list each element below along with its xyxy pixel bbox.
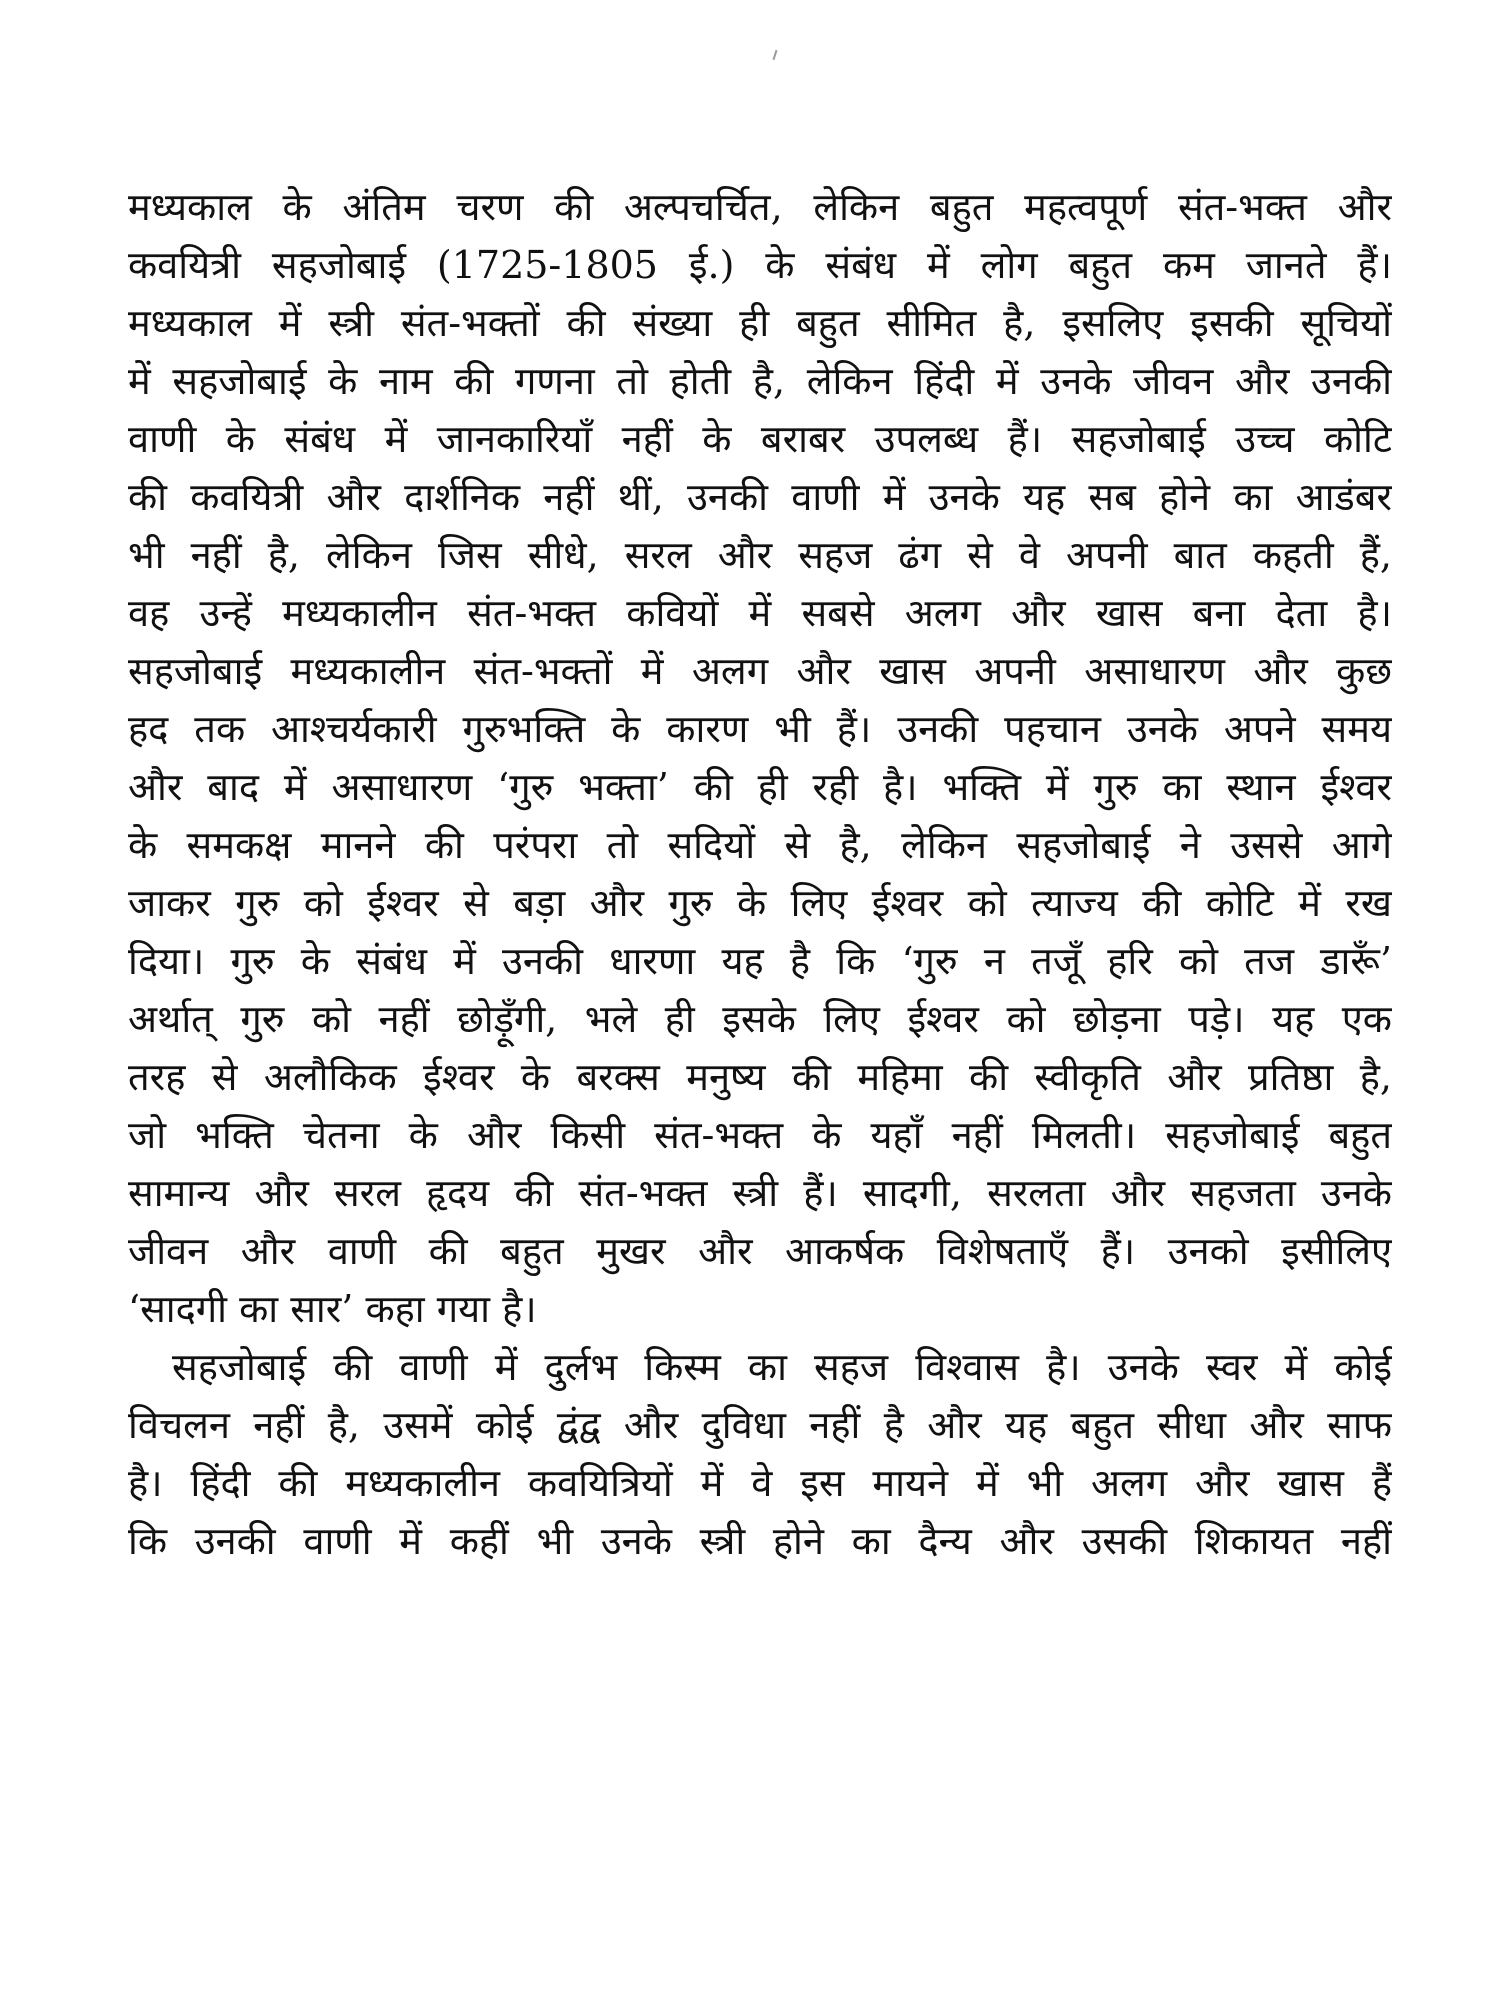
text-line: है। हिंदी की मध्यकालीन कवयित्रियों में वे इस मायने में भी अलग और खास हैं bbox=[128, 1461, 1392, 1505]
text-line: सहजोबाई मध्यकालीन संत-भक्तों में अलग और खास अपनी असाधारण और कुछ bbox=[128, 649, 1392, 693]
paragraph-1 bbox=[128, 178, 1392, 1338]
scan-mark bbox=[773, 50, 778, 60]
text-line: ‘सादगी का सार’ कहा गया है। bbox=[128, 1287, 537, 1331]
text-line: और बाद में असाधारण ‘गुरु भक्ता’ की ही रही है। भक्ति में गुरु का स्थान ईश्वर bbox=[128, 765, 1392, 809]
text-line: कवयित्री सहजोबाई (1725-1805 ई.) के संबंध में लोग बहुत कम जानते हैं। bbox=[128, 243, 1392, 287]
text-line: विचलन नहीं है, उसमें कोई द्वंद्व और दुविधा नहीं है और यह बहुत सीधा और साफ bbox=[128, 1403, 1392, 1447]
text-line: सहजोबाई की वाणी में दुर्लभ किस्म का सहज विश्वास है। उनके स्वर में कोई bbox=[172, 1345, 1392, 1389]
text-line: में सहजोबाई के नाम की गणना तो होती है, लेकिन हिंदी में उनके जीवन और उनकी bbox=[128, 359, 1392, 403]
body-text bbox=[128, 178, 1392, 1570]
text-line: दिया। गुरु के संबंध में उनकी धारणा यह है कि ‘गुरु न तजूँ हरि को तज डारूँ’ bbox=[128, 939, 1392, 983]
text-line: अर्थात् गुरु को नहीं छोड़ूँगी, भले ही इसके लिए ईश्वर को छोड़ना पड़े। यह एक bbox=[128, 997, 1392, 1041]
text-line: मध्यकाल में स्त्री संत-भक्तों की संख्या ही बहुत सीमित है, इसलिए इसकी सूचियों bbox=[128, 301, 1392, 345]
text-line: जाकर गुरु को ईश्वर से बड़ा और गुरु के लिए ईश्वर को त्याज्य की कोटि में रख bbox=[128, 881, 1392, 925]
text-line: तरह से अलौकिक ईश्वर के बरक्स मनुष्य की महिमा की स्वीकृति और प्रतिष्ठा है, bbox=[128, 1055, 1392, 1099]
text-line: जीवन और वाणी की बहुत मुखर और आकर्षक विशेषताएँ हैं। उनको इसीलिए bbox=[128, 1229, 1392, 1273]
text-line: कि उनकी वाणी में कहीं भी उनके स्त्री होने का दैन्य और उसकी शिकायत नहीं bbox=[128, 1519, 1392, 1563]
text-line: की कवयित्री और दार्शनिक नहीं थीं, उनकी वाणी में उनके यह सब होने का आडंबर bbox=[128, 475, 1392, 519]
text-line: वाणी के संबंध में जानकारियाँ नहीं के बराबर उपलब्ध हैं। सहजोबाई उच्च कोटि bbox=[128, 417, 1392, 461]
text-line: के समकक्ष मानने की परंपरा तो सदियों से है, लेकिन सहजोबाई ने उससे आगे bbox=[128, 823, 1392, 867]
text-line: जो भक्ति चेतना के और किसी संत-भक्त के यहाँ नहीं मिलती। सहजोबाई बहुत bbox=[128, 1113, 1392, 1157]
text-line: मध्यकाल के अंतिम चरण की अल्पचर्चित, लेकिन बहुत महत्वपूर्ण संत-भक्त और bbox=[128, 185, 1392, 229]
text-line: हद तक आश्चर्यकारी गुरुभक्ति के कारण भी हैं। उनकी पहचान उनके अपने समय bbox=[128, 707, 1392, 751]
text-line: सामान्य और सरल हृदय की संत-भक्त स्त्री हैं। सादगी, सरलता और सहजता उनके bbox=[128, 1171, 1392, 1215]
text-line: भी नहीं है, लेकिन जिस सीधे, सरल और सहज ढंग से वे अपनी बात कहती हैं, bbox=[128, 533, 1392, 577]
paragraph-2 bbox=[128, 1338, 1392, 1570]
text-line: वह उन्हें मध्यकालीन संत-भक्त कवियों में सबसे अलग और खास बना देता है। bbox=[128, 591, 1392, 635]
